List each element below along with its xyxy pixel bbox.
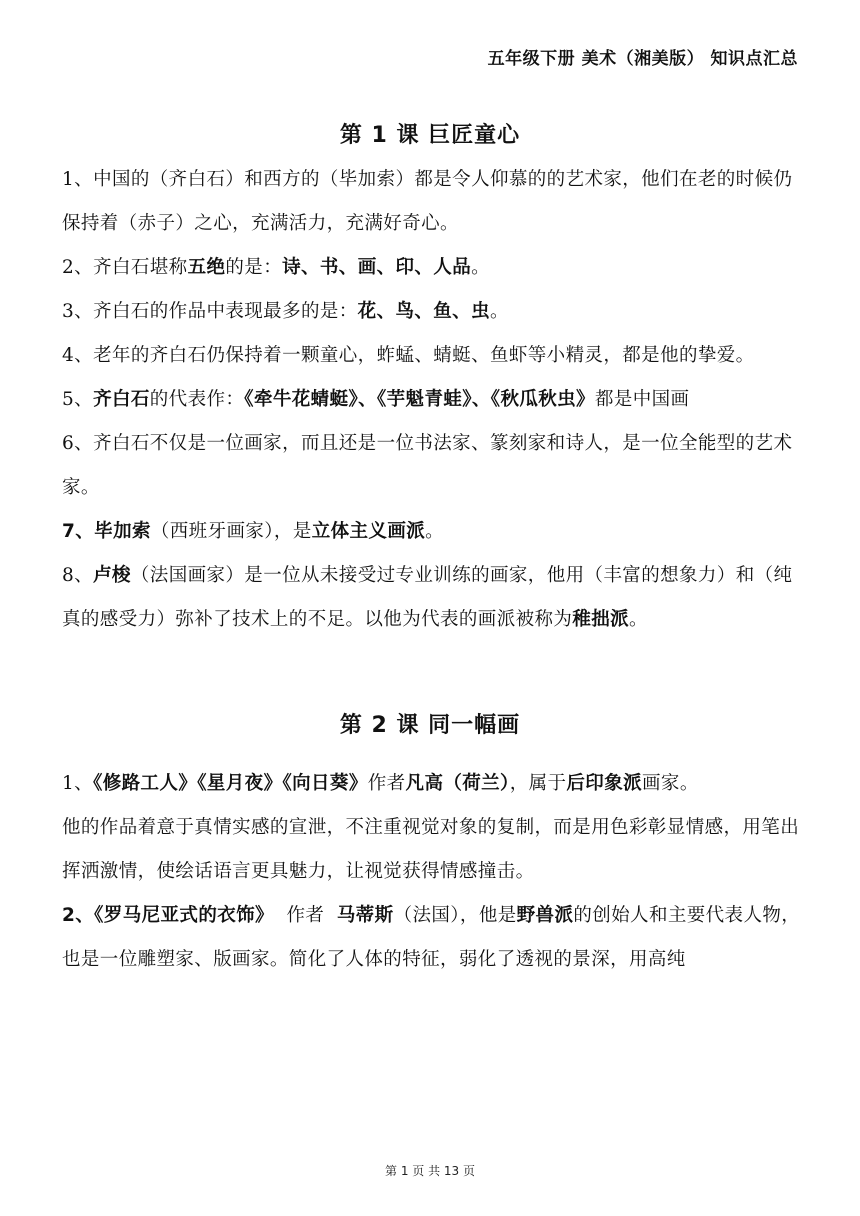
lesson-1-item-1: 1、中国的（齐白石）和西方的（毕加索）都是令人仰慕的的艺术家，他们在老的时候仍保持着（赤子）之心，充满活力，充满好奇心。	[62, 169, 793, 234]
lesson-1-title: 第 1 课 巨匠童心	[339, 123, 521, 148]
lesson-1-item-8: 8、卢梭（法国画家）是一位从未接受过专业训练的画家，他用（丰富的想象力）和（纯真的感受力）弥补了技术上的不足。以他为代表的画派被称为稚拙派。	[62, 565, 793, 630]
lesson-1-item-4: 4、老年的齐白石仍保持着一颗童心，蚱蜢、蜻蜓、鱼虾等小精灵，都是他的挚爱。	[62, 345, 755, 366]
lesson-2-item-1: 1、《修路工人》《星月夜》《向日葵》作者凡高（荷兰），属于后印象派画家。	[62, 773, 699, 794]
lesson-2-title: 第 2 课 同一幅画	[339, 713, 521, 738]
lesson-1-item-6: 6、齐白石不仅是一位画家，而且还是一位书法家、篆刻家和诗人，是一位全能型的艺术家。	[62, 433, 793, 498]
lesson-1-item-7: 7、毕加索（西班牙画家），是立体主义画派。	[62, 521, 445, 542]
page-header: 五年级下册 美术（湘美版） 知识点汇总	[487, 49, 798, 69]
lesson-1-item-2: 2、齐白石堪称五绝的是：诗、书、画、印、人品。	[62, 257, 491, 278]
lesson-1-item-3: 3、齐白石的作品中表现最多的是：花、鸟、鱼、虫。	[62, 301, 509, 322]
lesson-2-item-1-description: 他的作品着意于真情实感的宣泄，不注重视觉对象的复制，而是用色彩彰显情感，用笔出挥洒激情，使绘话语言更具魅力，让视觉获得情感撞击。	[62, 817, 800, 882]
lesson-1-item-5: 5、齐白石的代表作：《牵牛花蜻蜓》、《芋魁青蛙》、《秋瓜秋虫》都是中国画	[62, 389, 690, 410]
page-footer: 第 1 页 共 13 页	[385, 1164, 475, 1178]
lesson-2-item-2: 2、《罗马尼亚式的衣饰》 作者 马蒂斯（法国），他是野兽派的创始人和主要代表人物，也是一位雕塑家、版画家。简化了人体的特征，弱化了透视的景深，用高纯	[62, 905, 801, 970]
